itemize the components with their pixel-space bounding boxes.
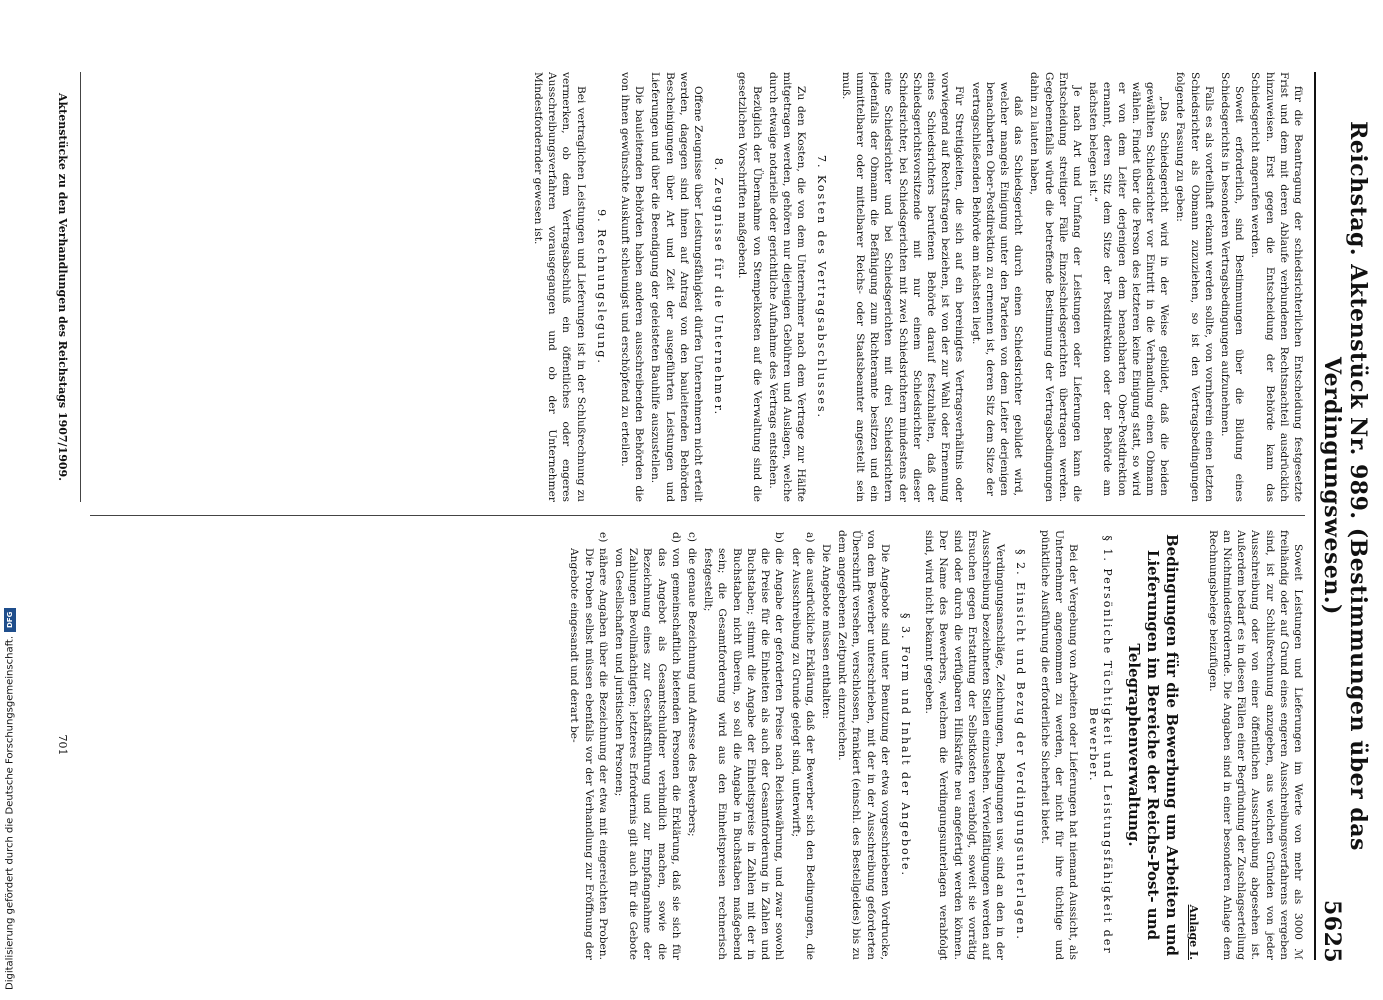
list-item (567, 530, 610, 960)
digitization-note (2, 520, 18, 990)
footer-source: Aktenstücke zu den Verhandlungen des Reichstags 1907/1909. (56, 93, 69, 481)
paragraph: Die Angebote sind unter Benutzung der etwa vorgeschriebenen Vordrucke, von dem Bewerber unterschrieben, mit der in der Ausschreibung geforderten Überschrift versehen, verschlossen, frankiert (einschl. des Bestellgeldes) bis zu dem angegebenen Zeitpunkt einzureichen. (836, 530, 891, 960)
list-item (685, 530, 699, 960)
page-header-title: Reichstag. Aktenstück Nr. 989. (Bestimmungen über das Verdingungswesen.) (1319, 121, 1371, 851)
conditions-title: Bedingungen für die Bewerbung um Arbeiten und Lieferungen im Bereiche der Reichs-Post- und Telegraphenverwaltung. (1125, 534, 1182, 956)
paragraph: Falls es als vorteilhaft erkannt werden sollte, von vornherein einen letzten Schiedsrichter als Obmann zuzuziehen, so ist den Vertragsbedingungen folgende Fassung zu geben: (1174, 72, 1215, 502)
page-header (1314, 72, 1371, 964)
footer-divider (80, 72, 81, 502)
list-item-marker: c) (686, 532, 699, 543)
paragraph: Verdingungsanschläge, Zeichnungen, Bedingungen usw. sind an den in der Ausschreibung bezeichneten Stellen einzusehen. Vervielfältigungen werden auf Ersuchen gegen Erstattung der Selbstkosten verabfolgt, soweit sie vorrätig sind oder durch die verfügbaren Hilfskräfte neu angefertigt werden können. Der Name des Bewerbers, welchem die Verdingungsunterlagen verabfolgt sind, wird nicht bekannt gegeben. (923, 530, 1007, 960)
paragraph: Offene Zeugnisse über Leistungsfähigkeit dürfen Unternehmern nicht erteilt werden, dagegen sind ihnen auf Antrag von den bauleitenden Behörden Bescheinigungen über Art und Zeit der ausgeführten Leistungen und Lieferungen und über die Beendigung der geleisteten Bauhilfe auszustellen. (649, 72, 705, 502)
page-number: 5625 (1319, 900, 1345, 964)
paragraph: Soweit erforderlich, sind Bestimmungen über die Bildung eines Schiedsgerichts in besonderen Vertragsbedingungen aufzunehmen. (1218, 72, 1246, 502)
list-item-marker: a) (803, 532, 816, 543)
footer-folio: 701 (56, 734, 69, 756)
quoted-clause: „Das Schiedsgericht wird in der Weise gebildet, daß die beiden gewählten Schiedsrichter vor Eintritt in die Verhandlung einen Obmann wählen. Findet über die Person des letzteren keine Einigung statt, so wird er von dem Leiter derjenigen dem benachbarten Ober-Postdirektion ernannt, deren Sitz dem Sitze der Postdirektion oder der Behörde am nächsten belegen ist.“ (1087, 82, 1171, 496)
list-item (612, 530, 683, 960)
section-2-heading: § 2. Einsicht und Bezug der Verdingungsunterlagen. (1014, 549, 1028, 941)
digitization-note-text: Digitalisierung gefördert durch die Deutsche Forschungsgemeinschaft. (4, 635, 16, 990)
paragraph: Für Streitigkeiten, die sich auf ein bereinigtes Vertragsverhältnis oder vorwiegend auf Rechtsfragen beziehen, ist von der zur Wahl oder Ernennung eines Schiedsrichters berufenen Behörde darauf festzuhalten, daß der Schiedsgerichtsvorsitzende mit nur einem Schiedsrichter dieser Schiedsrichter, bei Schiedsgerichten mit zwei Schiedsrichtern mindestens der eine Schiedsrichter und bei Schiedsgerichten mit drei Schiedsrichtern jedenfalls der Obmann die Befähigung zum Richteramte besitzen und ein unmittelbarer oder mittelbarer Reichs- oder Staatsbeamter angestellt sein muß. (839, 72, 966, 502)
section-7-heading: 7. Kosten des Vertragsabschlusses. (815, 154, 829, 420)
list-item-text: von gemeinschaftlich bietenden Personen die Erklärung, daß sie sich für das Angebot als Gesamtschuldner verbindlich machen, sowie die Bezeichnung eines zur Geschäftsführung und zur Empfangnahme der Zahlungen Bevollmächtigten; letzteres Erfordernis gilt auch für die Gebote von Gesellschaften und juristischen Personen; (613, 548, 682, 960)
dfg-logo-icon: DFG (4, 608, 16, 632)
list-item (701, 530, 786, 960)
right-column (90, 530, 1305, 960)
list-item-text: die Angabe der geforderten Preise nach Reichswährung, und zwar sowohl die Preise für die Einheiten als auch der Gesamtforderung in Zahlen und Buchstaben; stimmt die Angabe der Einheitspreise in Zahlen mit der in Buchstaben nicht überein, so soll die Angabe in Buchstaben maßgebend sein; die Gesamtforderung wird aus den Einheitspreisen rechnerisch festgestellt; (702, 548, 786, 960)
paragraph: Bei vertraglichen Leistungen und Lieferungen ist in der Schlußrechnung zu vermerken, ob dem Vertragsabschluß ein öffentliches oder engeres Ausschreibungsverfahren vorausgegangen und ob der Unternehmer Mindestfordernder gewesen ist. (532, 72, 587, 502)
list-item-text: die genaue Bezeichnung und Adresse des Bewerbers; (686, 548, 699, 837)
paragraph: Soweit Leistungen und Lieferungen im Werte von mehr als 3000 ℳ freihändig oder auf Grund eines engeren Ausschreibungsverfahrens vergeben sind, ist zur Schlußrechnung anzugeben, aus welchen Gründen von jeder Ausschreibung oder von einer öffentlichen Ausschreibung abgesehen ist. Außerdem bedarf es in diesen Fällen einer Begründung der Zuschlagserteilung an Nichtmindestfordernde. Die Angaben sind in einer besonderen Anlage dem Rechnungsbelege beizufügen. (1206, 530, 1304, 960)
quoted-clause: daß das Schiedsgericht durch einen Schiedsrichter gebildet wird, welcher mangels Einigung unter den Parteien von dem Leiter derjenigen benachbarten Ober-Postdirektion zu ernennen ist, deren Sitz dem Sitze der vertragschließenden Behörde am nächsten liegt. (969, 82, 1025, 496)
paragraph: Bezüglich der Übernahme von Stempelkosten auf die Verwaltung sind die gesetzlichen Vorschriften maßgebend. (736, 72, 763, 502)
section-8-heading: 8. Zeugnisse für die Unternehmer. (712, 157, 726, 417)
left-column (90, 72, 1305, 502)
paragraph: Je nach Art und Umfang der Leistungen oder Lieferungen kann die Entscheidung streitiger Fälle Einzelschiedsgerichten übertragen werden. Gegebenenfalls würde die betreffende Bestimmung der Vertragsbedingungen dahin zu lauten haben, (1028, 72, 1083, 502)
page-footer (56, 72, 69, 960)
paragraph: Zu den Kosten, die von dem Unternehmer nach dem Vertrage zur Hälfte mitgetragen werden, gehören nur diejenigen Gebühren und Auslagen, welche durch etwaige notarielle oder gerichtliche Aufnahme des Vertrags entstehen. (766, 72, 808, 502)
appendix-label: Anlage I. (1186, 904, 1200, 960)
list-item-text: die ausdrückliche Erklärung, daß der Bewerber sich den Bedingungen, die der Ausschreibung zu Grunde gelegt sind, unterwirft; (789, 548, 816, 960)
list-item-marker: d) (669, 532, 682, 543)
paragraph: Die Angebote müssen enthalten: (819, 544, 832, 720)
paragraph: für die Beantragung der schiedsrichterlichen Entscheidung festgesetzte Frist und dem mit deren Ablaufe verbundenen Rechtsnachteil ausdrücklich hinzuweisen. Erst gegen die Entscheidung der Behörde kann das Schiedsgericht angerufen werden. (1249, 72, 1304, 502)
section-3-heading: § 3. Form und Inhalt der Angebote. (898, 612, 912, 878)
column-divider (90, 515, 1305, 516)
section-1-heading: § 1. Persönliche Tüchtigkeit und Leistungsfähigkeit der Bewerber. (1087, 535, 1115, 955)
list-item-marker: b) (773, 532, 786, 543)
paragraph: Bei der Vergebung von Arbeiten oder Lieferungen hat niemand Aussicht, als Unternehmer angenommen zu werden, der nicht für ihre tüchtige und pünktliche Ausführung die erforderliche Sicherheit bietet. (1038, 530, 1079, 960)
list-item (788, 530, 816, 960)
list-item-marker: e) (596, 532, 609, 543)
paragraph: Die bauleitenden Behörden haben anderen ausschreibenden Behörden die von ihnen gewünschte Auskunft schleunigst und erschöpfend zu erteilen. (619, 72, 646, 502)
section-9-heading: 9. Rechnungslegung. (594, 209, 608, 365)
list-item-text: nähere Angaben über die Bezeichnung der etwa mit eingereichten Proben. Die Proben selbst müssen ebenfalls vor der Verhandlung zur Eröffnung der Angebote eingesandt und derart be- (568, 548, 609, 960)
